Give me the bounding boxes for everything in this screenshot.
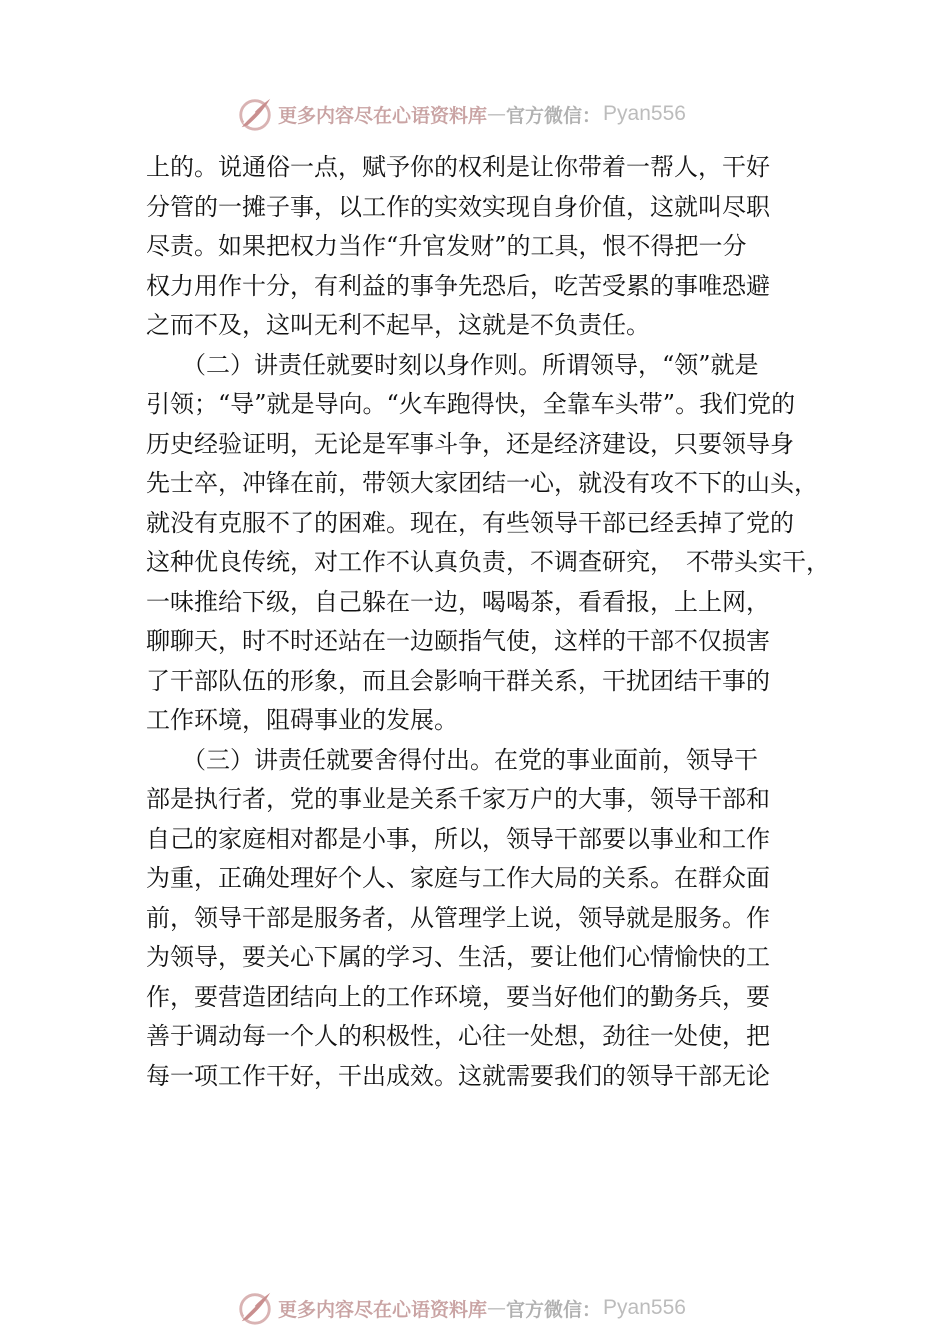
footer-watermark [236, 1288, 686, 1328]
text-line: 先士卒，冲锋在前，带领大家团结一心，就没有攻不下的山头， [146, 469, 818, 497]
text-line: 自己的家庭相对都是小事，所以，领导干部要以事业和工作 [146, 824, 770, 853]
quill-logo-icon [236, 95, 274, 133]
text-line: 善于调动每一个人的积极性，心往一处想，劲往一处使，把 [146, 1022, 770, 1050]
quill-logo-icon [236, 1289, 274, 1327]
header-dash: — [487, 103, 507, 125]
footer-brand: 更多内容尽在心语资料库 [278, 1298, 488, 1321]
text-line: 部是执行者，党的事业是关系千家万户的大事，领导干部和 [146, 785, 770, 813]
text-line: （三）讲责任就要舍得付出。在党的事业面前，领导干 [146, 745, 758, 774]
text-line: 引领；“导”就是导向。“火车跑得快，全靠车头带”。我们党的 [146, 390, 796, 418]
text-line: 每一项工作干好，干出成效。这就需要我们的领导干部无论 [146, 1061, 770, 1090]
text-line: 分管的一摊子事，以工作的实效实现自身价值，这就叫尽职 [146, 192, 770, 221]
text-line: 尽责。如果把权力当作“升官发财”的工具，恨不得把一分 [146, 232, 747, 260]
text-line: 作，要营造团结向上的工作环境，要当好他们的勤务兵，要 [146, 982, 770, 1011]
text-line: 工作环境，阻碍事业的发展。 [146, 706, 458, 734]
text-line: 为重，正确处理好个人、家庭与工作大局的关系。在群众面 [146, 864, 770, 892]
text-line: 就没有克服不了的困难。现在，有些领导干部已经丢掉了党的 [146, 508, 794, 537]
text-line: （二）讲责任就要时刻以身作则。所谓领导，“领”就是 [146, 350, 759, 379]
text-line: 前，领导干部是服务者，从管理学上说，领导就是服务。作 [146, 903, 770, 932]
text-line: 上的。说通俗一点，赋予你的权利是让你带着一帮人，干好 [146, 153, 770, 181]
text-line: 权力用作十分，有利益的事争先恐后，吃苦受累的事唯恐避 [146, 271, 770, 300]
text-line: 了干部队伍的形象，而且会影响干群关系，干扰团结干事的 [146, 666, 770, 695]
text-line: 聊聊天，时不时还站在一边颐指气使，这样的干部不仅损害 [146, 627, 770, 655]
footer-dash: — [487, 1297, 507, 1319]
text-line: 为领导，要关心下属的学习、生活，要让他们心情愉快的工 [146, 943, 770, 971]
header-watermark [236, 94, 686, 134]
text-line: 历史经验证明，无论是军事斗争，还是经济建设，只要领导身 [146, 429, 794, 458]
header-brand: 更多内容尽在心语资料库 [278, 104, 488, 127]
footer-wechat-label: 官方微信： [506, 1298, 602, 1321]
header-wechat-label: 官方微信： [506, 104, 602, 127]
header-wechat-id: Pyan556 [603, 102, 686, 125]
document-body [146, 148, 846, 1096]
footer-wechat-id: Pyan556 [603, 1296, 686, 1319]
text-line: 之而不及，这叫无利不起早，这就是不负责任。 [146, 311, 650, 339]
text-line: 这种优良传统，对工作不认真负责，不调查研究， 不带头实干， [146, 548, 830, 576]
text-line: 一味推给下级，自己躲在一边，喝喝茶，看看报，上上网， [146, 587, 770, 616]
